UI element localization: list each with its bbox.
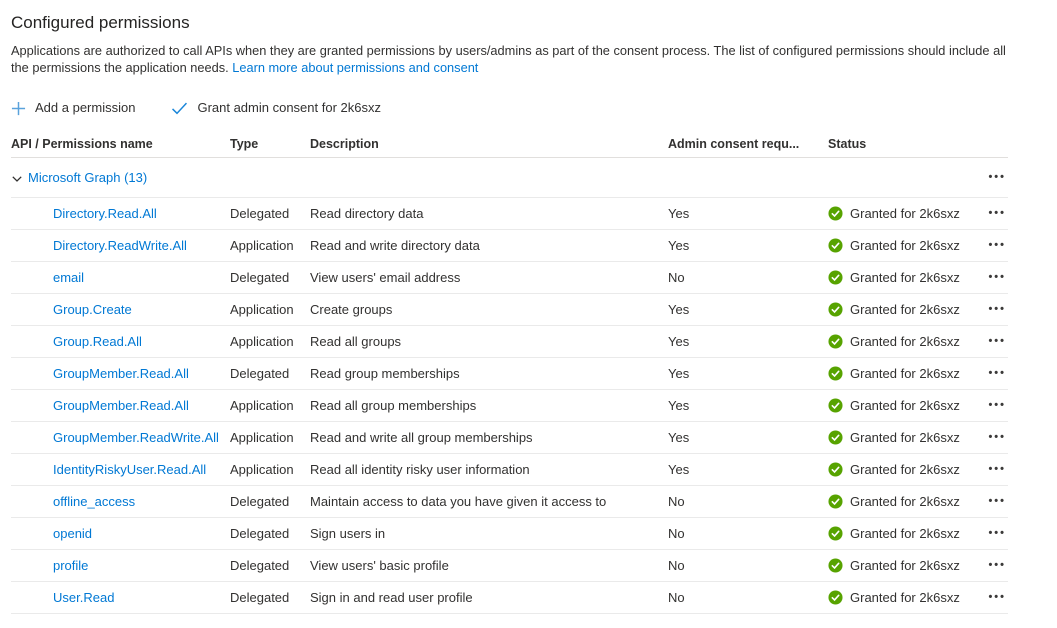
table-row — [11, 582, 1008, 614]
add-permission-label: Add a permission — [35, 100, 136, 115]
permission-description: Read all identity risky user information — [310, 462, 530, 477]
status-cell — [828, 494, 964, 509]
more-options-button[interactable]: ••• — [988, 527, 1006, 539]
more-options-button[interactable]: ••• — [988, 271, 1006, 283]
more-options-button[interactable]: ••• — [988, 335, 1006, 347]
status-cell — [828, 366, 964, 381]
more-options-button[interactable]: ••• — [988, 367, 1006, 379]
permission-name-link[interactable]: GroupMember.Read.All — [53, 398, 189, 413]
status-cell — [828, 558, 964, 573]
permission-name-link[interactable]: email — [53, 270, 85, 285]
admin-consent-required-value: Yes — [668, 302, 690, 317]
granted-check-icon — [828, 430, 843, 445]
permission-name-link[interactable]: offline_access — [53, 494, 136, 509]
admin-consent-required-value: No — [668, 270, 685, 285]
admin-consent-required-value: Yes — [668, 334, 690, 349]
table-row — [11, 454, 1008, 486]
status-text: Granted for 2k6sxz — [850, 590, 960, 605]
toolbar — [11, 99, 1057, 117]
permission-description: View users' email address — [310, 270, 461, 285]
permission-name-link[interactable]: openid — [53, 526, 93, 541]
more-options-button[interactable]: ••• — [988, 399, 1006, 411]
table-row — [11, 358, 1008, 390]
add-permission-button[interactable] — [11, 99, 135, 117]
permission-description: View users' basic profile — [310, 558, 449, 573]
granted-check-icon — [828, 398, 843, 413]
status-text: Granted for 2k6sxz — [850, 238, 960, 253]
status-cell — [828, 462, 964, 477]
admin-consent-required-value: Yes — [668, 206, 690, 221]
grant-admin-consent-label: Grant admin consent for 2k6sxz — [197, 100, 381, 115]
status-cell — [828, 334, 964, 349]
more-options-button[interactable]: ••• — [988, 431, 1006, 443]
page-description — [11, 42, 1013, 76]
admin-consent-required-value: No — [668, 526, 685, 541]
status-cell — [828, 398, 964, 413]
status-cell — [828, 590, 964, 605]
permission-description: Read all groups — [310, 334, 402, 349]
permission-description: Sign users in — [310, 526, 386, 541]
header-status: Status — [828, 136, 867, 151]
header-admin-consent-required: Admin consent requ... — [668, 136, 800, 151]
table-row — [11, 422, 1008, 454]
granted-check-icon — [828, 302, 843, 317]
table-row — [11, 198, 1008, 230]
permission-type: Application — [230, 430, 294, 445]
permission-type: Delegated — [230, 270, 290, 285]
permission-type: Application — [230, 334, 294, 349]
permission-description: Maintain access to data you have given it access to — [310, 494, 607, 509]
status-cell — [828, 270, 964, 285]
header-description: Description — [310, 136, 379, 151]
permission-name-link[interactable]: GroupMember.ReadWrite.All — [53, 430, 219, 445]
learn-more-link[interactable]: Learn more about permissions and consent — [232, 60, 479, 75]
admin-consent-required-value: No — [668, 590, 685, 605]
granted-check-icon — [828, 462, 843, 477]
status-text: Granted for 2k6sxz — [850, 366, 960, 381]
status-text: Granted for 2k6sxz — [850, 334, 960, 349]
granted-check-icon — [828, 526, 843, 541]
status-text: Granted for 2k6sxz — [850, 494, 960, 509]
admin-consent-required-value: No — [668, 558, 685, 573]
status-cell — [828, 206, 964, 221]
granted-check-icon — [828, 334, 843, 349]
permission-description: Read directory data — [310, 206, 424, 221]
status-text: Granted for 2k6sxz — [850, 398, 960, 413]
page-title: Configured permissions — [11, 13, 190, 32]
checkmark-icon — [171, 102, 188, 115]
more-options-button[interactable]: ••• — [988, 239, 1006, 251]
table-row — [11, 326, 1008, 358]
permission-type: Application — [230, 462, 294, 477]
more-options-button[interactable]: ••• — [988, 591, 1006, 603]
status-text: Granted for 2k6sxz — [850, 526, 960, 541]
permission-name-link[interactable]: IdentityRiskyUser.Read.All — [53, 462, 207, 477]
permission-type: Application — [230, 302, 294, 317]
chevron-down-icon — [11, 173, 23, 185]
status-cell — [828, 526, 964, 541]
permission-description: Sign in and read user profile — [310, 590, 473, 605]
admin-consent-required-value: Yes — [668, 398, 690, 413]
grant-admin-consent-button[interactable] — [171, 99, 381, 117]
granted-check-icon — [828, 270, 843, 285]
permission-description: Create groups — [310, 302, 393, 317]
more-options-button[interactable]: ••• — [988, 495, 1006, 507]
more-options-button[interactable]: ••• — [988, 559, 1006, 571]
more-options-button[interactable]: ••• — [988, 303, 1006, 315]
table-body — [11, 198, 1008, 614]
status-cell — [828, 430, 964, 445]
header-type: Type — [230, 136, 259, 151]
permissions-table — [11, 130, 1008, 614]
admin-consent-required-value: Yes — [668, 462, 690, 477]
api-group-name: Microsoft Graph (13) — [28, 170, 148, 185]
api-group-expander[interactable] — [11, 170, 964, 185]
table-row — [11, 262, 1008, 294]
table-header-row — [11, 130, 1008, 158]
status-text: Granted for 2k6sxz — [850, 558, 960, 573]
table-row — [11, 550, 1008, 582]
permission-name-link[interactable]: Directory.ReadWrite.All — [53, 238, 187, 253]
permission-description: Read all group memberships — [310, 398, 477, 413]
more-options-button[interactable]: ••• — [988, 171, 1006, 183]
table-row — [11, 486, 1008, 518]
table-row — [11, 230, 1008, 262]
status-text: Granted for 2k6sxz — [850, 206, 960, 221]
more-options-button[interactable]: ••• — [988, 463, 1006, 475]
more-options-button[interactable]: ••• — [988, 207, 1006, 219]
status-cell — [828, 302, 964, 317]
permission-description: Read and write all group memberships — [310, 430, 533, 445]
permission-description: Read and write directory data — [310, 238, 480, 253]
permission-type: Delegated — [230, 590, 290, 605]
header-api-permissions-name: API / Permissions name — [11, 136, 153, 151]
permission-name-link[interactable]: Group.Read.All — [53, 334, 142, 349]
granted-check-icon — [828, 206, 843, 221]
table-row — [11, 518, 1008, 550]
admin-consent-required-value: Yes — [668, 430, 690, 445]
granted-check-icon — [828, 238, 843, 253]
permission-name-link[interactable]: User.Read — [53, 590, 115, 605]
permission-name-link[interactable]: profile — [53, 558, 89, 573]
status-cell — [828, 238, 964, 253]
granted-check-icon — [828, 366, 843, 381]
permission-type: Delegated — [230, 494, 290, 509]
permission-description: Read group memberships — [310, 366, 460, 381]
admin-consent-required-value: Yes — [668, 366, 690, 381]
granted-check-icon — [828, 494, 843, 509]
permission-type: Application — [230, 238, 294, 253]
granted-check-icon — [828, 590, 843, 605]
admin-consent-required-value: No — [668, 494, 685, 509]
permission-type: Delegated — [230, 526, 290, 541]
plus-icon — [11, 101, 26, 116]
api-group-row — [11, 158, 1008, 198]
granted-check-icon — [828, 558, 843, 573]
description-text: Applications are authorized to call APIs when they are granted permissions by users/admins as part of the consent process. The list of configured permissions should include all the permissions the application needs. — [11, 43, 1006, 75]
permission-type: Delegated — [230, 366, 290, 381]
permission-name-link[interactable]: Group.Create — [53, 302, 132, 317]
admin-consent-required-value: Yes — [668, 238, 690, 253]
permission-type: Delegated — [230, 558, 290, 573]
status-text: Granted for 2k6sxz — [850, 430, 960, 445]
permission-name-link[interactable]: Directory.Read.All — [53, 206, 157, 221]
permission-type: Application — [230, 398, 294, 413]
status-text: Granted for 2k6sxz — [850, 462, 960, 477]
permission-name-link[interactable]: GroupMember.Read.All — [53, 366, 189, 381]
table-row — [11, 390, 1008, 422]
table-row — [11, 294, 1008, 326]
status-text: Granted for 2k6sxz — [850, 302, 960, 317]
permission-type: Delegated — [230, 206, 290, 221]
status-text: Granted for 2k6sxz — [850, 270, 960, 285]
